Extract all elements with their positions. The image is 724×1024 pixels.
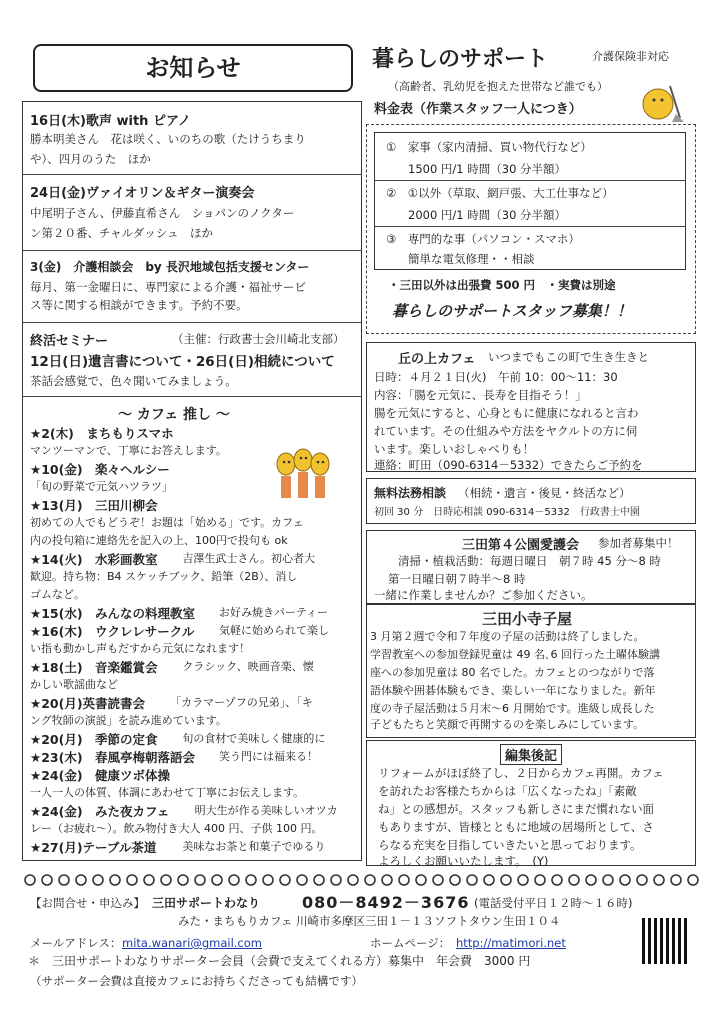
legal-consult-title: 無料法務相談 xyxy=(374,486,447,500)
cafe-event-text: 気軽に始められて楽し xyxy=(219,624,329,637)
editor-line: リフォームがほぼ終了し、２日からカフェ再開。カフェ xyxy=(378,766,664,780)
mail-label: メールアドレス： xyxy=(30,936,122,950)
flower-mark xyxy=(518,875,528,885)
terakoya-line: 座への参加児童は 80 名でした。カフェとのつながりで落 xyxy=(370,666,655,679)
flower-mark xyxy=(467,875,477,885)
flower-mark xyxy=(348,875,358,885)
notice-item-text: や）、四月のうた ほか xyxy=(30,152,151,166)
cafe-event-text: クラシック、映画音楽、懐 xyxy=(182,660,314,673)
flower-mark xyxy=(144,875,154,885)
divider xyxy=(22,174,362,175)
notice-item-head: 24日(金)ヴァイオリン＆ギター演奏会 xyxy=(30,186,255,201)
member-recruit: ＊ 三田サポートわなりサポーター会員（会費で支えてくれる方）募集中 年会費 3000 円 xyxy=(28,954,531,968)
cafe-event-text: 歓迎。持ち物：B4 スケッチブック、鉛筆（2B）、消し xyxy=(30,570,298,583)
divider xyxy=(22,322,362,323)
oka-cafe-title: 丘の上カフェ xyxy=(398,352,476,367)
oka-cafe-line: 内容：「腸を元気に、長寿を目指そう！」 xyxy=(374,388,587,402)
cafe-event-text: 「旬の野菜で元気ハツラツ」 xyxy=(30,480,173,493)
price-row: 1500 円/1 時間（30 分半額） xyxy=(408,162,567,176)
cafe-event-text: 初めての人でもどうぞ！お題は「始める」です。カフェ xyxy=(30,516,304,529)
flower-mark xyxy=(59,875,69,885)
member-note: （サポーター会費は直接カフェにお持ちくださっても結構です） xyxy=(30,974,363,988)
cafe-event-label: ★10(金) 楽々ヘルシー xyxy=(30,462,170,477)
flower-mark xyxy=(535,875,545,885)
flower-mark xyxy=(450,875,460,885)
cafe-event-text: 旬の食材で美味しく健康的に xyxy=(182,732,326,745)
editor-line: ね」との感想が。スタッフも新しさにまだ慣れない面 xyxy=(378,802,654,816)
editor-line: を訪れたお客様たちからは「広くなったね」「素敵 xyxy=(378,784,637,798)
flower-mark xyxy=(127,875,137,885)
flower-mark xyxy=(416,875,426,885)
cafe-event-label: ★15(水) みんなの料理教室 xyxy=(30,606,196,621)
flower-mark xyxy=(229,875,239,885)
terakoya-line: 学習教室への参加登録児童は 49 名､6 回行った土曜体験講 xyxy=(370,648,660,661)
flower-mark xyxy=(586,875,596,885)
cheering-figures-illustration xyxy=(272,440,334,504)
seminar-organizer: （主催：行政書士会川崎北支部） xyxy=(172,332,345,346)
divider xyxy=(374,226,686,227)
flower-mark xyxy=(212,875,222,885)
mail-link[interactable]: mita.wanari@gmail.com xyxy=(122,936,262,950)
legal-consult-topics: （相続・遺言・後見・終活など） xyxy=(458,486,631,500)
support-title: 暮らしのサポート xyxy=(372,47,549,72)
flower-mark xyxy=(93,875,103,885)
flower-mark xyxy=(280,875,290,885)
park-line: 清掃・植栽活動：毎週日曜日 朝７時 45 分～8 時 xyxy=(398,554,661,568)
cafe-name: みた・まちもりカフェ xyxy=(178,914,293,928)
notice-item-text: 勝本明美さん 花は咲く、いのちの歌（たけうちまり xyxy=(30,132,306,146)
price-row: ② ①以外（草取、網戸張、大工仕事など） xyxy=(386,186,614,200)
cafe-event-text: 内の投句箱に連絡先を記入の上、100円で投句も ok xyxy=(30,534,288,547)
cafe-event-text: 笑う門には福来る！ xyxy=(219,750,318,763)
flower-mark xyxy=(433,875,443,885)
price-extra: ・三田以外は出張費 500 円 ・実費は別途 xyxy=(388,278,616,292)
cafe-event-text: ゴムなど。 xyxy=(30,588,85,601)
cafe-event-label: ★16(木) ウクレレサークル xyxy=(30,624,195,639)
flower-mark xyxy=(671,875,681,885)
cafe-event-text: 「カラマーゾフの兄弟」、「キ xyxy=(170,696,313,709)
phone-hours: (電話受付平日１２時～１６時) xyxy=(474,896,633,910)
flower-mark xyxy=(76,875,86,885)
cafe-event-text: 吉澤生武士さん。初心者大 xyxy=(182,552,316,565)
park-line: 第一日曜日朝７時半～8 時 xyxy=(388,572,526,586)
seminar-topic: 12日(日)遺言書について・26日(日)相続について xyxy=(30,354,335,370)
oka-cafe-line: 腸を元気にすると、心身ともに健康になれると言わ xyxy=(374,406,639,420)
flower-mark xyxy=(552,875,562,885)
cafe-event-label: ★20(月)英書読書会 xyxy=(30,696,146,711)
flower-mark xyxy=(178,875,188,885)
notice-item-text: 毎月、第一金曜日に、専門家による介護・福祉サービ xyxy=(30,280,306,294)
oka-cafe-line: 連絡：町田（090-6314－5332）できたらご予約を xyxy=(374,458,643,472)
oka-cafe-line: います。楽しいおしゃべりも！ xyxy=(374,442,535,456)
oka-cafe-line: 日時：４月２１日(火) 午前 10：00～11：30 xyxy=(374,370,618,384)
phone-number: 080－8492－3676 xyxy=(302,893,470,912)
flower-mark xyxy=(484,875,494,885)
cafe-event-label: ★18(土) 音楽鑑賞会 xyxy=(30,660,158,675)
legal-consult-detail: 初回 30 分 日時応相談 090-6314－5332 行政書士中園 xyxy=(374,507,640,518)
flower-mark xyxy=(620,875,630,885)
cafe-event-text: かしい歌謡曲など xyxy=(30,678,118,691)
terakoya-line: 度の寺子屋活動は５月末～6 月開始です。進級し成長した xyxy=(370,702,655,715)
notice-title: お知らせ xyxy=(33,44,353,92)
price-row: ③ 専門的な事（パソコン・スマホ） xyxy=(386,232,580,246)
cafe-event-label: ★13(月) 三田川柳会 xyxy=(30,498,158,513)
seminar-head: 終活セミナー xyxy=(30,334,109,349)
flower-mark xyxy=(263,875,273,885)
editor-line: よろしくお願いいたします。 (Y) xyxy=(378,854,549,868)
flower-mark xyxy=(195,875,205,885)
cafe-event-label: ★24(金) 健康ツボ体操 xyxy=(30,768,171,783)
cafe-event-text: い指も動かし声もだすから元気になれます！ xyxy=(30,642,250,655)
flower-mark xyxy=(637,875,647,885)
cafe-section-title: ～ カフェ 推し ～ xyxy=(118,407,230,423)
terakoya-line: 語体験や囲碁体験もでき、楽しい一年になりました。新年 xyxy=(370,684,656,697)
notice-item-text: ス等に関する相談ができます。予約不要。 xyxy=(30,298,248,312)
flower-mark xyxy=(382,875,392,885)
cafe-event-text: レー（お疲れ～）。飲み物付き大人 400 円、子供 100 円。 xyxy=(30,822,323,835)
cafe-event-label: ★20(月) 季節の定食 xyxy=(30,732,158,747)
divider xyxy=(374,180,686,181)
cleaning-bird-illustration xyxy=(638,78,684,124)
park-recruit: 参加者募集中！ xyxy=(598,536,679,550)
oka-cafe-line: れています。その仕組みや方法をヤクルトの方に伺 xyxy=(374,424,638,438)
address: 川崎市多摩区三田１－１３ソフトタウン生田１０４ xyxy=(296,914,561,928)
notice-item-text: ン第２０番、チャルダッシュ ほか xyxy=(30,226,213,240)
cafe-event-label: ★27(月)テーブル茶道 xyxy=(30,840,157,855)
flower-mark xyxy=(688,875,698,885)
cafe-event-text: ング牧師の演説」を読み進めています。 xyxy=(30,714,227,727)
cafe-event-text: マンツーマンで、丁寧にお答えします。 xyxy=(30,444,227,457)
staff-wanted: 暮らしのサポートスタッフ募集！！ xyxy=(392,302,632,320)
qr-code[interactable] xyxy=(642,918,688,964)
cafe-event-label: ★23(木) 春風亭梅朝落語会 xyxy=(30,750,196,765)
support-note: 介護保険非対応 xyxy=(592,50,669,63)
flower-mark xyxy=(365,875,375,885)
cafe-event-label: ★2(木) まちもりスマホ xyxy=(30,426,174,441)
support-subtitle: （高齢者、乳幼児を抱えた世帯など誰でも） xyxy=(388,80,608,93)
homepage-label: ホームページ： xyxy=(370,936,451,950)
cafe-event-text: 一人一人の体質、体調にあわせて丁寧にお伝えします。 xyxy=(30,786,305,799)
flower-mark xyxy=(297,875,307,885)
cafe-event-label: ★24(金) みた夜カフェ xyxy=(30,804,170,819)
contact-label: 【お問合せ・申込み】 xyxy=(30,896,145,910)
cafe-event-text: 美味なお茶と和菓子でゆるり xyxy=(182,840,326,853)
notice-item-text: 中尾明子さん、伊藤直希さん ショパンのノクター xyxy=(30,206,295,220)
notice-item-head: 3(金) 介護相談会 by 長沢地域包括支援センター xyxy=(30,260,310,274)
flower-mark xyxy=(161,875,171,885)
flower-mark xyxy=(110,875,120,885)
homepage-link[interactable]: http://matimori.net xyxy=(456,936,566,950)
cafe-event-label: ★14(火) 水彩画教室 xyxy=(30,552,158,567)
park-line: 一緒に作業しませんか？ご参加ください。 xyxy=(374,588,593,602)
flower-mark xyxy=(654,875,664,885)
flower-border xyxy=(22,872,702,888)
price-table-head: 料金表（作業スタッフ一人につき） xyxy=(374,102,582,117)
flower-mark xyxy=(501,875,511,885)
terakoya-title: 三田小寺子屋 xyxy=(482,610,573,628)
editor-title: 編集後記 xyxy=(500,744,562,765)
cafe-event-text: お好み焼きパーティー xyxy=(219,606,329,619)
price-row: 2000 円/1 時間（30 分半額） xyxy=(408,208,567,222)
park-title: 三田第４公園愛護会 xyxy=(462,538,580,553)
terakoya-line: 3 月第２週で令和７年度の子屋の活動は終了しました。 xyxy=(370,630,645,643)
divider xyxy=(22,396,362,397)
editor-line: らなる充実を目指していきたいと思っております。 xyxy=(378,838,642,852)
flower-mark xyxy=(569,875,579,885)
cafe-event-text: 明大生が作る美味しいオツカ xyxy=(194,804,338,817)
flower-mark xyxy=(246,875,256,885)
flower-mark xyxy=(331,875,341,885)
flower-mark xyxy=(314,875,324,885)
editor-line: もありますが、皆様とともに地域の居場所として、さ xyxy=(378,820,654,834)
oka-cafe-slogan: いつまでもこの町で生き生きと xyxy=(488,350,649,364)
seminar-note: 茶話会感覚で、色々聞いてみましょう。 xyxy=(30,374,237,388)
price-row: ① 家事（家内清掃、買い物代行など） xyxy=(386,140,592,154)
notice-item-head: 16日(木)歌声 with ピアノ xyxy=(30,114,191,129)
flower-mark xyxy=(25,875,35,885)
price-row: 簡単な電気修理・・相談 xyxy=(408,252,535,266)
divider xyxy=(22,250,362,251)
flower-mark xyxy=(42,875,52,885)
org-name: 三田サポートわなり xyxy=(152,896,261,910)
flower-mark xyxy=(603,875,613,885)
flower-mark xyxy=(399,875,409,885)
terakoya-line: 子どもたちと笑顔で再開するのを楽しみにしています。 xyxy=(370,718,645,731)
